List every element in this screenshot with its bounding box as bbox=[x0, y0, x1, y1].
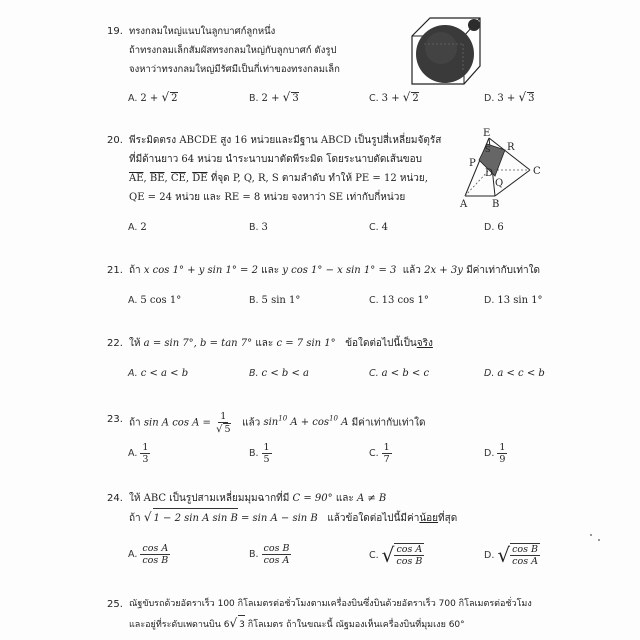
option-d[interactable]: D. a < c < b bbox=[484, 368, 545, 379]
option-c[interactable]: C. 13 cos 1° bbox=[369, 295, 429, 306]
question-text-line: ที่มีด้านยาว 64 หน่วย นำระนาบมาตัดพีระมิด โดยระนาบตัดเส้นขอบ bbox=[129, 154, 422, 165]
option-c[interactable]: C. 4 bbox=[369, 222, 389, 233]
option-a[interactable]: A. 2 + √ 2 bbox=[128, 90, 178, 104]
sphere-in-cube-icon bbox=[408, 14, 488, 86]
option-c[interactable]: C. $\frac{1}{7}$ bbox=[369, 442, 390, 465]
label-s: S bbox=[485, 145, 491, 154]
fraction: $\frac{1}{√ 5}$ bbox=[216, 410, 231, 435]
question-text-line: จงหาว่าทรงกลมใหญ่มีรัศมีเป็นกี่เท่าของทรงกลมเล็ก bbox=[129, 64, 340, 75]
question-text-line: ถ้า √ 1 − 2 sin A sin B = sin A − sin B แล้วข้อใดต่อไปนี้มีค่าน้อยที่สุด bbox=[129, 508, 457, 527]
option-d[interactable]: D. 6 bbox=[484, 222, 504, 233]
option-a[interactable]: A. $\frac{1}{3}$ bbox=[128, 442, 149, 465]
question-text-line: ให้ a = sin 7°, b = tan 7° และ c = 7 sin 1° ข้อใดต่อไปนี้เป็นจริง bbox=[129, 338, 433, 349]
question-number: 21. bbox=[107, 265, 123, 276]
option-b[interactable]: B. 2 + √ 3 bbox=[249, 90, 299, 104]
scan-speck bbox=[598, 539, 600, 541]
question-text-line: ถ้า x cos 1° + y sin 1° = 2 และ y cos 1° − x sin 1° = 3 แล้ว 2x + 3y มีค่าเท่ากับเท่าใด bbox=[129, 265, 540, 276]
option-b[interactable]: B. 5 sin 1° bbox=[249, 295, 301, 306]
option-a[interactable]: A. $\frac{\text{cos A}}{\text{cos B}}$ bbox=[128, 543, 169, 566]
label-a: A bbox=[460, 199, 468, 208]
question-text-line: $\overline{AE}$, $\overline{BE}$, $\overline{CE}$, $\overline{DE}$ ที่จุด P, Q, R, S ตามลำดับ ทำให้ PE = 12 หน่วย, bbox=[129, 173, 428, 184]
option-d[interactable]: D. √ $\frac{\text{cos B}}{\text{cos A}}$ bbox=[484, 543, 539, 567]
option-d[interactable]: D. $\frac{1}{9}$ bbox=[484, 442, 506, 465]
question-number: 23. bbox=[107, 414, 123, 425]
question-number: 20. bbox=[107, 135, 123, 146]
question-number: 24. bbox=[107, 493, 123, 504]
question-number: 25. bbox=[107, 599, 123, 610]
option-b[interactable]: B. $\frac{\text{cos B}}{\text{cos A}}$ bbox=[249, 543, 290, 566]
pyramid-figure bbox=[455, 126, 545, 208]
label-p: P bbox=[469, 158, 476, 169]
option-d[interactable]: D. 3 + √ 3 bbox=[484, 90, 535, 104]
option-c[interactable]: C. 3 + √ 2 bbox=[369, 90, 419, 104]
question-text-line: และอยู่ที่ระดับเพดานบิน 6√ 3 กิโลเมตร ถ้าในขณะนี้ ณัฐมองเห็นเครื่องบินที่มุมเงย 60° bbox=[129, 614, 532, 633]
question-text-line: ถ้าทรงกลมเล็กสัมผัสทรงกลมใหญ่กับลูกบาศก์ ดังรูป bbox=[129, 45, 337, 56]
question-number: 19. bbox=[107, 26, 123, 37]
option-b[interactable]: B. $\frac{1}{5}$ bbox=[249, 442, 270, 465]
label-e: E bbox=[483, 128, 491, 139]
option-c[interactable]: C. √ $\frac{\text{cos A}}{\text{cos B}}$ bbox=[369, 543, 423, 567]
label-r: R bbox=[507, 142, 515, 153]
label-c: C bbox=[533, 166, 541, 177]
option-b[interactable]: B. c < b < a bbox=[249, 368, 309, 379]
question-text-line: ณัฐขับรถด้วยอัตราเร็ว 100 กิโลเมตรต่อชั่วโมงตามเครื่องบินซึ่งบินด้วยอัตราเร็ว 700 กิโลเมตรต่อชั่วโมง bbox=[129, 599, 532, 609]
question-text-line: พีระมิดตรง ABCDE สูง 16 หน่วยและมีฐาน ABCD เป็นรูปสี่เหลี่ยมจัตุรัส bbox=[129, 135, 442, 146]
option-a[interactable]: A. c < a < b bbox=[128, 368, 189, 379]
option-d[interactable]: D. 13 sin 1° bbox=[484, 295, 543, 306]
question-text-line: ให้ ABC เป็นรูปสามเหลี่ยมมุมฉากที่มี C = 90° และ A ≠ B bbox=[129, 493, 387, 504]
question-text-line: QE = 24 หน่วย และ RE = 8 หน่วย จงหาว่า SE เท่ากับกี่หน่วย bbox=[129, 192, 406, 203]
option-c[interactable]: C. a < b < c bbox=[369, 368, 430, 379]
option-b[interactable]: B. 3 bbox=[249, 222, 268, 233]
scan-speck bbox=[590, 534, 592, 536]
question-number: 22. bbox=[107, 338, 123, 349]
label-q: Q bbox=[495, 178, 504, 189]
option-a[interactable]: A. 2 bbox=[128, 222, 147, 233]
question-text-line: ทรงกลมใหญ่แนบในลูกบาศก์ลูกหนึ่ง bbox=[129, 26, 276, 37]
option-a[interactable]: A. 5 cos 1° bbox=[128, 295, 182, 306]
label-b: B bbox=[492, 199, 500, 208]
label-d: D bbox=[485, 168, 494, 179]
